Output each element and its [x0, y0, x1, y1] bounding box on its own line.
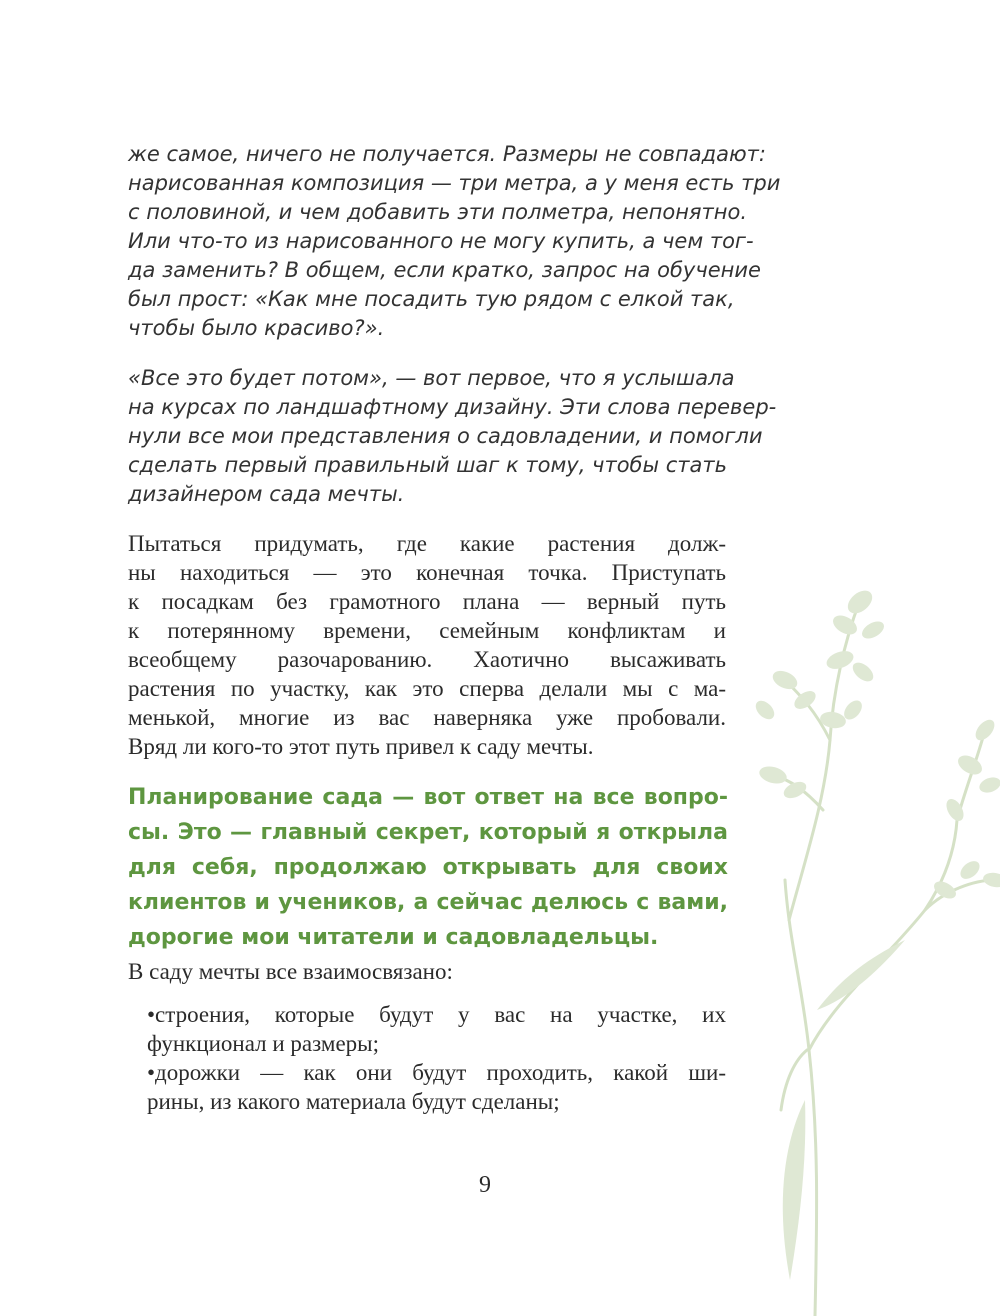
- text-line: на курсах по ландшафтному дизайну. Эти слова перевер-: [128, 395, 777, 419]
- paragraph-quote: [128, 364, 777, 509]
- bullet-list: [147, 1000, 726, 1116]
- text-line: рины, из какого материала будут сделаны;: [147, 1089, 560, 1114]
- text-line: сы. Это — главный секрет, который я открыла: [128, 820, 728, 845]
- list-intro: В саду мечты все взаимосвязано:: [128, 959, 453, 984]
- text-line: с половиной, и чем добавить эти полметра, непонятно.: [128, 200, 748, 224]
- text-line: к потерянному времени, семейным конфликтам и: [128, 618, 726, 643]
- text-line: •строения, которые будут у вас на участке, их: [147, 1002, 726, 1027]
- text-line: клиентов и учеников, а сейчас делюсь с вами,: [128, 890, 728, 915]
- text-line: для себя, продолжаю открывать для своих: [128, 855, 728, 880]
- text-line: Планирование сада — вот ответ на все вопро-: [128, 785, 728, 810]
- text-line: нарисованная композиция — три метра, а у меня есть три: [128, 171, 781, 195]
- text-line: растения по участку, как это сперва делали мы с ма-: [128, 676, 726, 701]
- text-line: Или что-то из нарисованного не могу купить, а чем тог-: [128, 229, 754, 253]
- text-line: дорогие мои читатели и садовладельцы.: [128, 925, 659, 950]
- text-line: да заменить? В общем, если кратко, запрос на обучение: [128, 258, 761, 282]
- page-number: 9: [479, 1172, 491, 1198]
- text-line: Вряд ли кого-то этот путь привел к саду мечты.: [128, 734, 594, 759]
- text-line: функционал и размеры;: [147, 1031, 380, 1056]
- text-line: ны находиться — это конечная точка. Приступать: [128, 560, 726, 585]
- text-line: был прост: «Как мне посадить тую рядом с елкой так,: [128, 287, 735, 311]
- paragraph-continuation: [128, 140, 781, 343]
- text-line: «Все это будет потом», — вот первое, что я услышала: [128, 366, 735, 390]
- text-line: всеобщему разочарованию. Хаотично высаживать: [128, 647, 726, 672]
- text-line: •дорожки — как они будут проходить, какой ши-: [147, 1060, 726, 1085]
- highlight-paragraph: [128, 780, 728, 955]
- text-line: же самое, ничего не получается. Размеры не совпадают:: [128, 142, 766, 166]
- text-line: нули все мои представления о садовладении, и помогли: [128, 424, 763, 448]
- text-line: чтобы было красиво?».: [128, 316, 385, 340]
- text-line: к посадкам без грамотного плана — верный путь: [128, 589, 726, 614]
- list-item: [147, 1058, 726, 1116]
- plant-illustration: [745, 580, 1000, 1316]
- text-line: сделать первый правильный шаг к тому, чтобы стать: [128, 453, 728, 477]
- text-line: Пытаться придумать, где какие растения долж-: [128, 531, 726, 556]
- paragraph-body: [128, 529, 726, 761]
- text-line: менькой, многие из вас наверняка уже пробовали.: [128, 705, 726, 730]
- text-line: дизайнером сада мечты.: [128, 482, 405, 506]
- list-item: [147, 1000, 726, 1058]
